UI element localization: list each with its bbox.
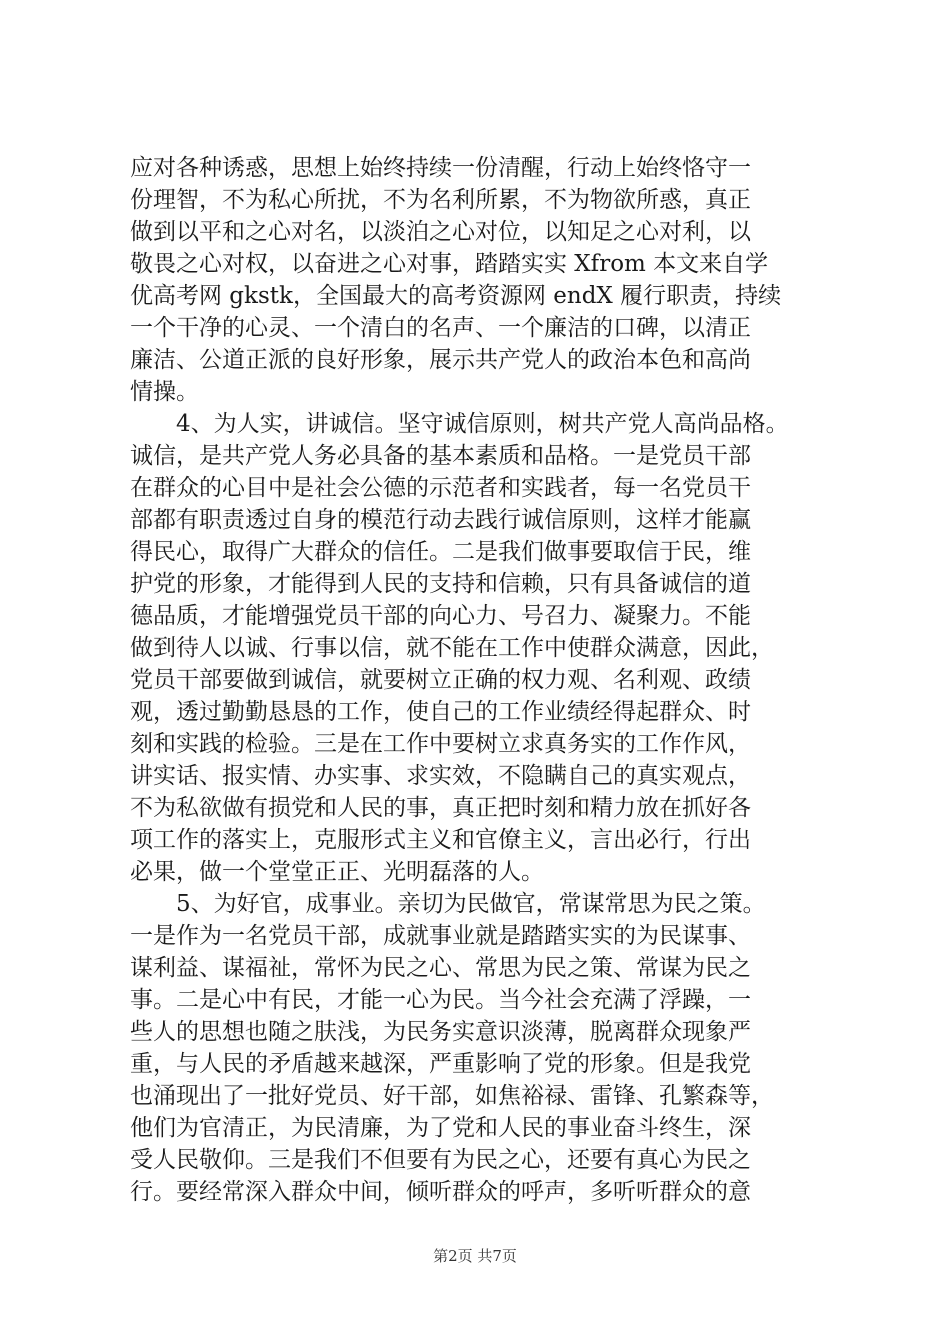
text-line: 一是作为一名党员干部，成就事业就是踏踏实实的为民谋事、: [130, 923, 751, 949]
text-line: 些人的思想也随之肤浅，为民务实意识淡薄，脱离群众现象严: [130, 1019, 751, 1045]
page-footer: 第2页 共7页: [433, 1247, 517, 1265]
body-text: [130, 152, 830, 1208]
text-line: 优高考网 gkstk，全国最大的高考资源网 endX 履行职责，持续: [130, 283, 782, 309]
text-line: 4、为人实，讲诚信。坚守诚信原则，树共产党人高尚品格。: [130, 411, 789, 437]
text-line: 谋利益、谋福祉，常怀为民之心、常思为民之策、常谋为民之: [130, 955, 751, 981]
text-line: 诚信，是共产党人务必具备的基本素质和品格。一是党员干部: [130, 443, 751, 469]
text-line: 必果，做一个堂堂正正、光明磊落的人。: [130, 859, 544, 885]
text-line: 应对各种诱惑，思想上始终持续一份清醒，行动上始终恪守一: [130, 155, 751, 181]
text-line: 行。要经常深入群众中间，倾听群众的呼声，多听听群众的意: [130, 1179, 751, 1205]
text-line: 5、为好官，成事业。亲切为民做官，常谋常思为民之策。: [130, 891, 766, 917]
text-line: 项工作的落实上，克服形式主义和官僚主义，言出必行，行出: [130, 827, 751, 853]
text-line: 情操。: [130, 379, 199, 405]
text-line: 做到待人以诚、行事以信，就不能在工作中使群众满意，因此，: [130, 635, 774, 661]
text-line: 德品质，才能增强党员干部的向心力、号召力、凝聚力。不能: [130, 603, 751, 629]
text-line: 得民心，取得广大群众的信任。二是我们做事要取信于民，维: [130, 539, 751, 565]
text-line: 事。二是心中有民，才能一心为民。当今社会充满了浮躁，一: [130, 987, 751, 1013]
text-line: 一个干净的心灵、一个清白的名声、一个廉洁的口碑，以清正: [130, 315, 751, 341]
text-line: 党员干部要做到诚信，就要树立正确的权力观、名利观、政绩: [130, 667, 751, 693]
text-line: 刻和实践的检验。三是在工作中要树立求真务实的工作作风，: [130, 731, 751, 757]
text-line: 受人民敬仰。三是我们不但要有为民之心，还要有真心为民之: [130, 1147, 751, 1173]
text-line: 重，与人民的矛盾越来越深，严重影响了党的形象。但是我党: [130, 1051, 751, 1077]
text-line: 护党的形象，才能得到人民的支持和信赖，只有具备诚信的道: [130, 571, 751, 597]
text-line: 也涌现出了一批好党员、好干部，如焦裕禄、雷锋、孔繁森等，: [130, 1083, 774, 1109]
text-line: 做到以平和之心对名，以淡泊之心对位，以知足之心对利，以: [130, 219, 751, 245]
text-line: 敬畏之心对权，以奋进之心对事，踏踏实实 Xfrom 本文来自学: [130, 251, 769, 277]
text-line: 份理智，不为私心所扰，不为名利所累，不为物欲所惑，真正: [130, 187, 751, 213]
text-line: 讲实话、报实情、办实事、求实效，不隐瞒自己的真实观点，: [130, 763, 751, 789]
text-line: 他们为官清正，为民清廉，为了党和人民的事业奋斗终生，深: [130, 1115, 751, 1141]
text-line: 观，透过勤勤恳恳的工作，使自己的工作业绩经得起群众、时: [130, 699, 751, 725]
text-line: 部都有职责透过自身的模范行动去践行诚信原则，这样才能赢: [130, 507, 751, 533]
text-line: 廉洁、公道正派的良好形象，展示共产党人的政治本色和高尚: [130, 347, 751, 373]
text-line: 在群众的心目中是社会公德的示范者和实践者，每一名党员干: [130, 475, 751, 501]
text-line: 不为私欲做有损党和人民的事，真正把时刻和精力放在抓好各: [130, 795, 751, 821]
